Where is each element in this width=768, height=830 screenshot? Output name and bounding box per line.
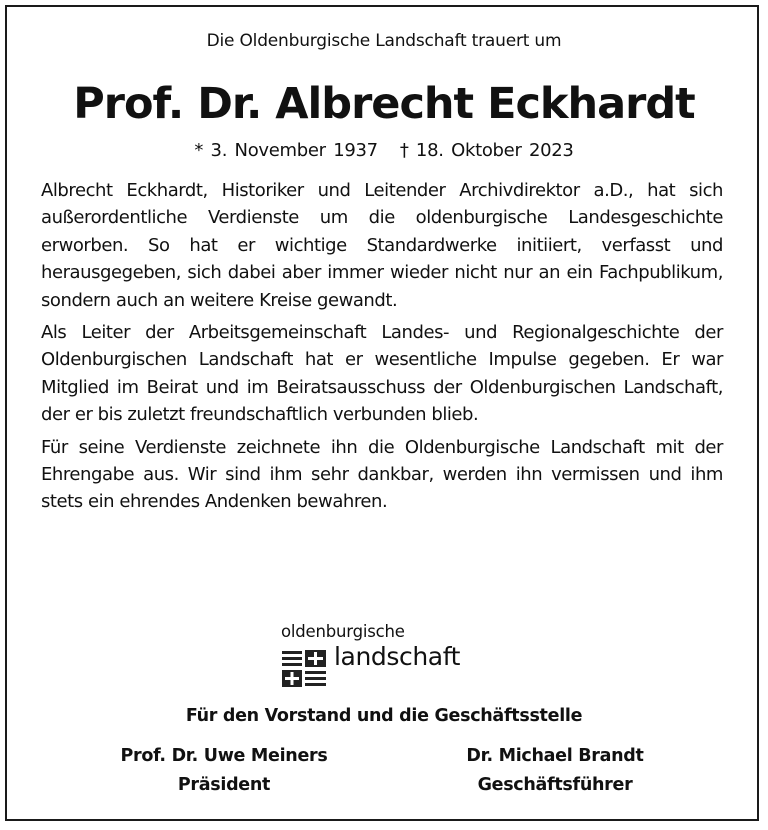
paragraph: Für seine Verdienste zeichnete ihn die Oldenburgische Landschaft mit der Ehrengabe aus. Wir sind ihm sehr dankbar, werden ihn vermissen und ihm stets ein ehrendes Andenken bewahren. bbox=[41, 436, 723, 513]
oldenburgische-landschaft-logo bbox=[281, 622, 501, 692]
signatory-name: Prof. Dr. Uwe Meiners bbox=[120, 746, 328, 766]
life-dates bbox=[0, 140, 768, 161]
coat-of-arms-icon bbox=[281, 649, 327, 689]
intro-line: Die Oldenburgische Landschaft trauert um bbox=[206, 31, 562, 51]
deceased-name: Prof. Dr. Albrecht Eckhardt bbox=[73, 79, 695, 129]
signatory-name: Dr. Michael Brandt bbox=[466, 746, 644, 766]
death-date: † 18. Oktober 2023 bbox=[399, 140, 574, 161]
paragraph: Als Leiter der Arbeitsgemeinschaft Landes- und Regionalgeschichte der Oldenburgischen Landschaft hat er wesentliche Impulse gegeben. Er war Mitglied im Beirat und im Beiratsausschuss der Oldenburgischen Landschaft, der er bis zuletzt freundschaftlich verbunden blieb. bbox=[41, 322, 723, 426]
signatory-role: Präsident bbox=[177, 775, 271, 795]
paragraph: Albrecht Eckhardt, Historiker und Leitender Archivdirektor a.D., hat sich außerordentliche Verdienste um die oldenburgische Landesgeschichte erworben. So hat er wichtige Standardwerke initiiert, verfasst und herausgegeben, sich dabei aber immer wieder nicht nur an ein Fachpublikum, sondern auch an weitere Kreise gewandt. bbox=[41, 180, 723, 311]
birth-date: * 3. November 1937 bbox=[194, 140, 378, 161]
logo-top-text: oldenburgische bbox=[281, 622, 405, 641]
logo-main-text: landschaft bbox=[334, 642, 461, 671]
signature-managing-director bbox=[425, 742, 685, 800]
signature-president bbox=[94, 742, 354, 800]
obituary-text bbox=[41, 177, 723, 521]
signatory-role: Geschäftsführer bbox=[477, 775, 633, 795]
board-line: Für den Vorstand und die Geschäftsstelle bbox=[185, 706, 583, 726]
